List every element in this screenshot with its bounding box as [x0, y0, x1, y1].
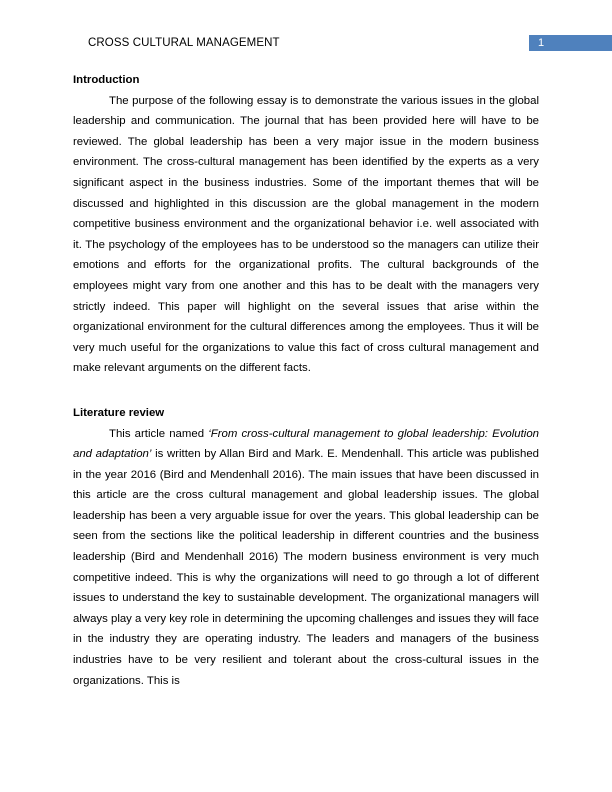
lit-rest-text: is written by Allan Bird and Mark. E. Mendenhall. This article was published in the year 2016 (Bird and Mendenhall 2016). The main issues that have been discussed in this article are the cross cultural management and global leadership issues. The global leadership has been a very arguable issue for over the years. This global leadership can be seen from the sections like the political leadership in different countries and the business leadership (Bird and Mendenhall 2016) The modern business environment is very much competitive indeed. This is why the organizations will need to go through a lot of different issues to understand the key to sustainable development. The organizational managers will always play a very key role in determining the upcoming challenges and issues they will face in the industry they are operating industry. The leaders and managers of the business industries have to be very resilient and tolerant about the cross-cultural issues in the organizations. This is — [73, 448, 539, 687]
introduction-heading: Introduction — [73, 74, 140, 86]
document-body — [73, 70, 539, 691]
literature-review-paragraph — [73, 424, 539, 692]
literature-review-heading: Literature review — [73, 406, 165, 419]
page-number: 1 — [529, 35, 612, 51]
section-gap — [73, 379, 539, 403]
introduction-paragraph: The purpose of the following essay is to demonstrate the various issues in the global leadership and communication. The journal that has been provided here will have to be reviewed. The global leadership has been a very major issue in the modern business environment. The cross-cultural management has been identified by the experts as a very significant aspect in the business industries. Some of the important themes that will be discussed and highlighted in this discussion are the global management in the modern competitive business environment and the organizational behavior i.e. well associated with it. The psychology of the employees has to be understood so the managers can utilize their emotions and efforts for the organizational profits. The cultural backgrounds of the employees might vary from one another and this has to be dealt with the managers very strictly indeed. This paper will highlight on the several issues that arise within the organizational environment for the cultural differences among the employees. Thus it will be very much useful for the organizations to value this fact of cross cultural management and make relevant arguments on the different facts. — [73, 94, 539, 375]
running-head: CROSS CULTURAL MANAGEMENT — [88, 37, 280, 49]
article-title: ‘From cross-cultural management to global leadership: Evolution and adaptation’ — [73, 427, 539, 461]
lit-lead-text: This article named — [109, 427, 209, 440]
